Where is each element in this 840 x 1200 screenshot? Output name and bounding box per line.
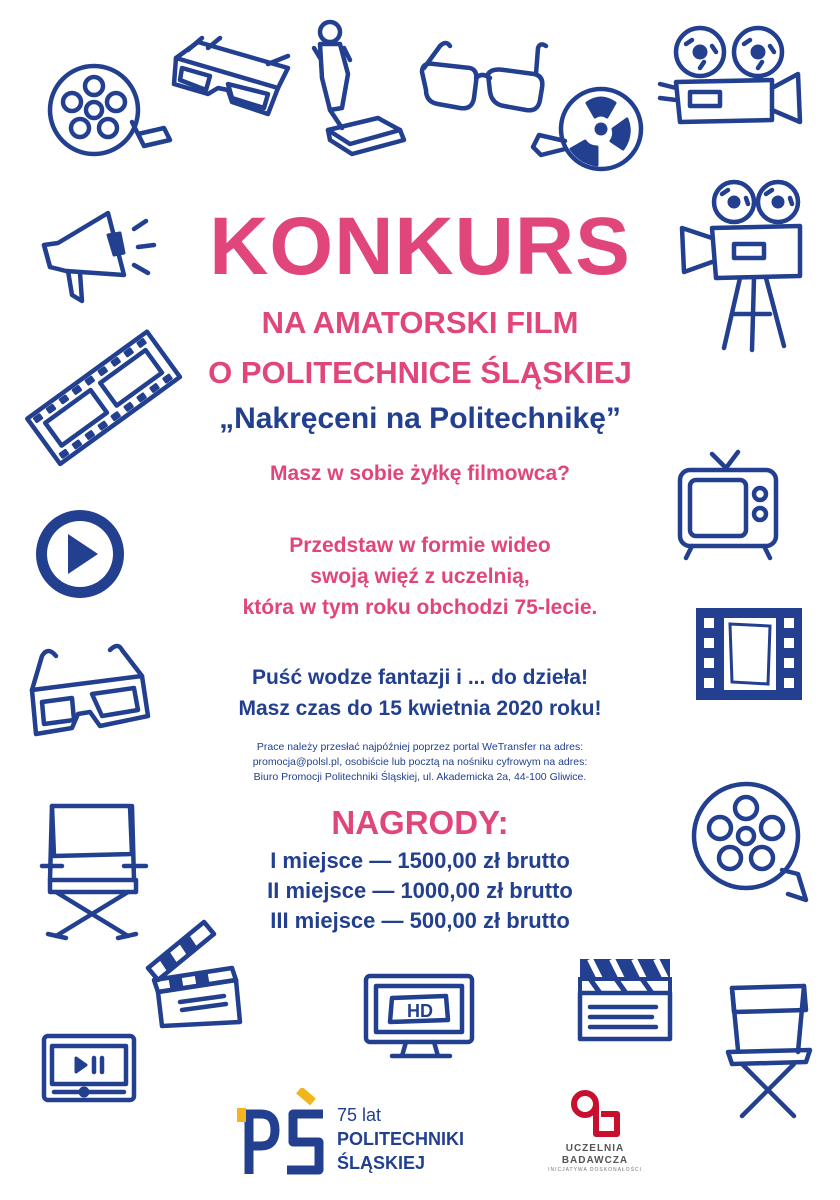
research-university-text (540, 1143, 650, 1167)
contest-slogan: „Nakręceni na Politechnikę” (219, 402, 621, 435)
prizes-heading: NAGRODY: (331, 804, 509, 841)
research-university-mark (565, 1088, 625, 1138)
anniversary-logo-text (337, 1103, 464, 1175)
action-line: Puść wodze fantazji i ... do dzieła! (251, 666, 589, 689)
poster-title: KONKURS (209, 201, 631, 292)
prize-item: II miejsce — 1000,00 zł brutto (267, 878, 573, 903)
present-line: Przedstaw w formie wideo (289, 534, 551, 557)
call-to-action (0, 662, 840, 724)
oscar-statuette-icon (300, 18, 410, 158)
hd-label: HD (407, 1001, 433, 1021)
question-text: Masz w sobie żyłkę filmowca? (270, 462, 570, 485)
film-strip-icon (25, 322, 180, 472)
anniversary-logo-mark (235, 1088, 330, 1183)
present-line: swoją więź z uczelnią, (310, 565, 530, 588)
research-line: UCZELNIA (565, 1143, 625, 1154)
film-projector-icon (656, 22, 806, 132)
poster-subtitle-line1: NA AMATORSKI FILM (261, 305, 579, 340)
note-line: promocja@polsl.pl, osobiście lub pocztą na nośniku cyfrowym na adres: (252, 756, 588, 768)
research-line: BADAWCZA (561, 1155, 629, 1166)
film-reel-icon (525, 85, 655, 175)
note-line: Biuro Promocji Politechniki Śląskiej, ul. Akademicka 2a, 44-100 Gliwice. (253, 771, 587, 783)
hd-monitor-icon (362, 972, 482, 1062)
research-university-logo (540, 1088, 650, 1173)
3d-glasses-icon (168, 28, 298, 118)
research-university-subtext: INICJATYWA DOSKONAŁOŚCI (548, 1167, 642, 1173)
note-line: Prace należy przesłać najpóźniej poprzez portal WeTransfer na adres: (256, 741, 584, 753)
prize-item: III miejsce — 500,00 zł brutto (270, 908, 570, 933)
anniversary-line: POLITECHNIKI (337, 1129, 465, 1149)
directors-chair-icon (724, 980, 814, 1120)
present-paragraph (0, 530, 840, 623)
action-line: Masz czas do 15 kwietnia 2020 roku! (238, 697, 602, 720)
submission-note (0, 740, 840, 785)
anniversary-line: ŚLĄSKIEJ (337, 1153, 426, 1173)
video-player-icon (40, 1032, 140, 1107)
poster-subtitle-line2: O POLITECHNICE ŚLĄSKIEJ (208, 355, 632, 390)
prize-item: I miejsce — 1500,00 zł brutto (270, 848, 570, 873)
prizes-list (0, 846, 840, 936)
film-reel-icon (42, 60, 172, 160)
clapperboard-icon (576, 955, 676, 1045)
anniversary-line: 75 lat (337, 1105, 382, 1125)
present-line: która w tym roku obchodzi 75-lecie. (242, 596, 598, 619)
